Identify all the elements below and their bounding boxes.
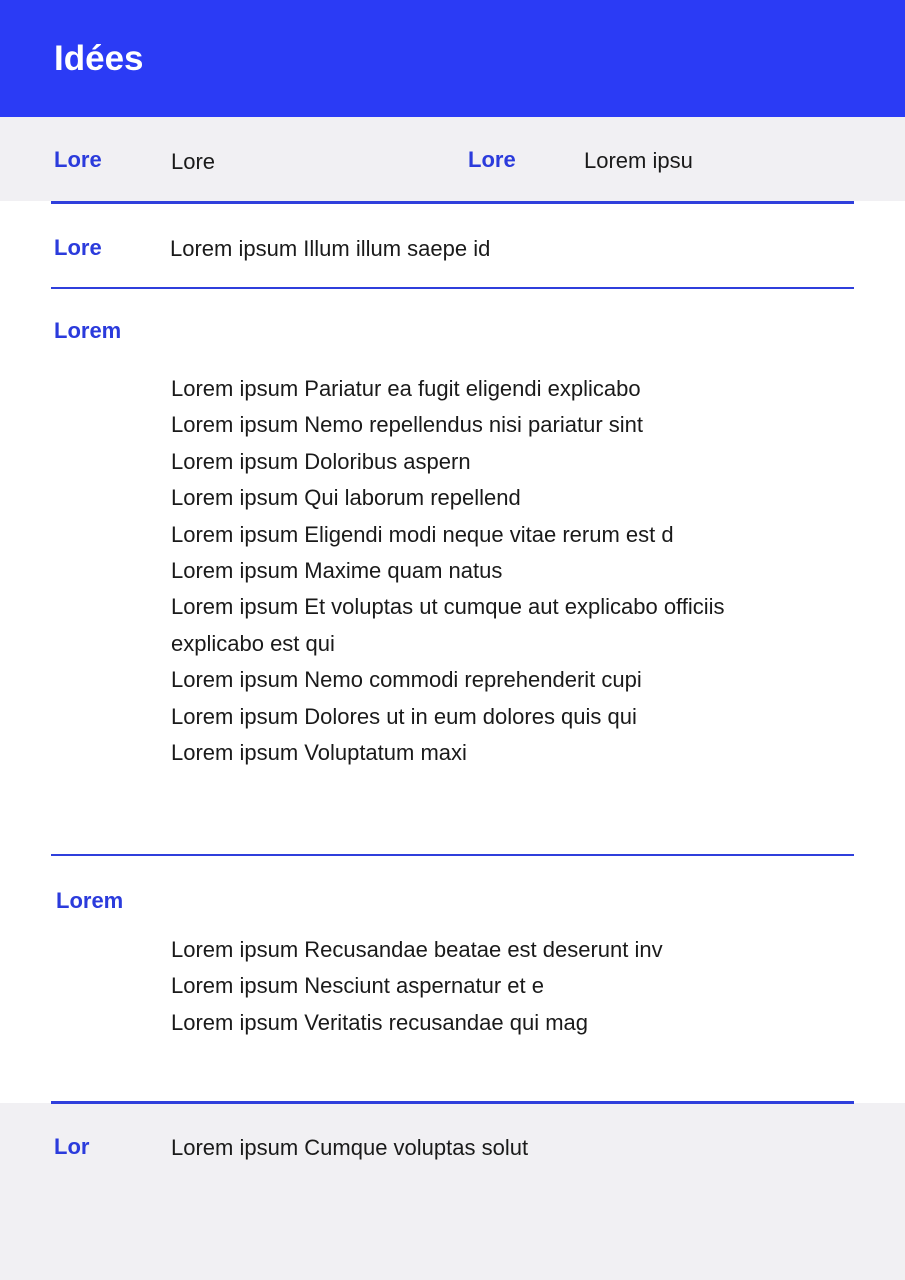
list-item: Lorem ipsum Eligendi modi neque vitae rerum est d: [171, 521, 674, 547]
field-label-2: Lore: [468, 147, 516, 172]
list-item: Lorem ipsum Doloribus aspern: [171, 448, 471, 474]
info-band-top: [0, 117, 905, 201]
list-item: Lorem ipsum Nesciunt aspernatur et e: [171, 973, 544, 999]
list-item: Lorem ipsum Et voluptas ut cumque aut explicabo officiis explicabo est qui: [171, 594, 725, 656]
list-item: Lorem ipsum Pariatur ea fugit eligendi explicabo: [171, 376, 641, 401]
field-value-2: Lorem ipsu: [584, 148, 693, 173]
list-item: Lorem ipsum Maxime quam natus: [171, 558, 503, 584]
list-item: Lorem ipsum Recusandae beatae est deserunt inv: [171, 937, 663, 962]
divider: [51, 854, 854, 856]
list-item: Lorem ipsum Voluptatum maxi: [171, 740, 467, 766]
page-header: [0, 0, 905, 117]
list-item: Lorem ipsum Veritatis recusandae qui mag: [171, 1009, 588, 1035]
divider: [51, 287, 854, 289]
list-item: Lorem ipsum Nemo commodi reprehenderit cupi: [171, 667, 642, 693]
page-title: Idées: [54, 39, 144, 78]
list-item: Lorem ipsum Dolores ut in eum dolores quis qui: [171, 703, 637, 729]
field-value-3: Lorem ipsum Illum illum saepe id: [170, 236, 491, 261]
section-list-2: [171, 932, 811, 1041]
info-band-bottom: [0, 1103, 905, 1280]
list-item: Lorem ipsum Qui laborum repellend: [171, 485, 521, 511]
section-list-1: [171, 371, 811, 771]
divider: [51, 1101, 854, 1104]
section-label-1: Lorem: [54, 318, 122, 343]
field-label-4: Lor: [54, 1134, 90, 1159]
section-label-2: Lorem: [56, 888, 124, 913]
field-label-3: Lore: [54, 235, 102, 260]
field-value-4: Lorem ipsum Cumque voluptas solut: [171, 1135, 529, 1160]
list-item: Lorem ipsum Nemo repellendus nisi pariatur sint: [171, 412, 643, 438]
field-label-1: Lore: [54, 147, 102, 172]
field-value-1: Lore: [171, 149, 216, 174]
divider: [51, 201, 854, 204]
